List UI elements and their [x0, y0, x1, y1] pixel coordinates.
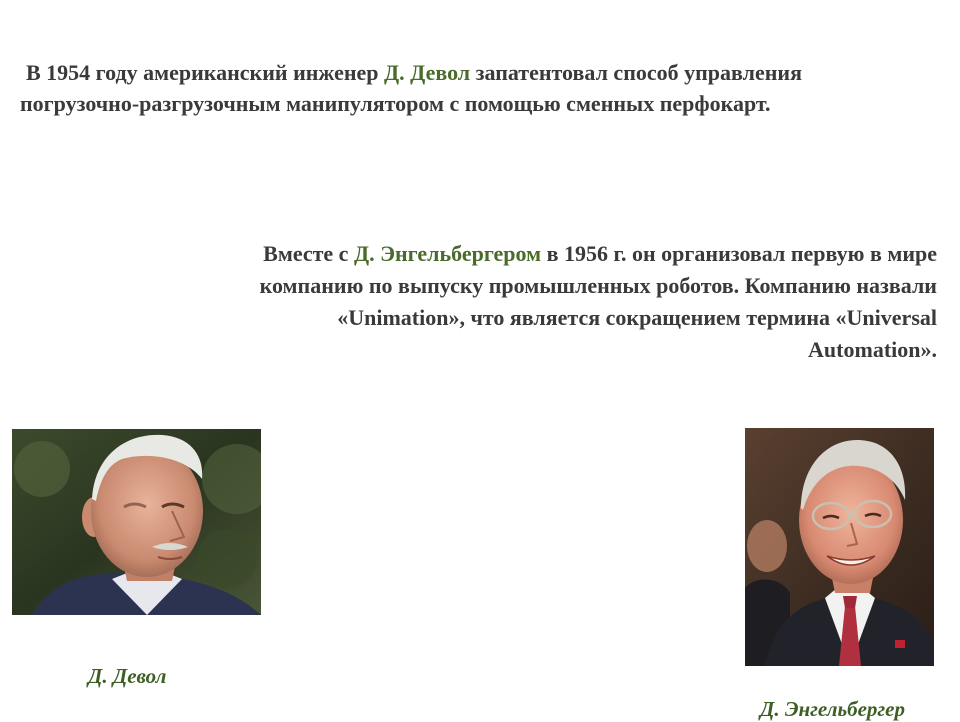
paragraph2-text-before: Вместе с	[263, 241, 354, 266]
photo-devol	[12, 429, 261, 615]
paragraph1-text-after: запатентовал способ управления погрузочно-разгрузочным манипулятором с помощью сменных перфокарт.	[20, 60, 802, 116]
paragraph-devol-patent	[20, 57, 810, 119]
engelberger-portrait-icon	[745, 428, 934, 666]
paragraph1-text-before: В 1954 году американский инженер	[26, 60, 385, 85]
devol-portrait-icon	[12, 429, 261, 615]
caption-engelberger: Д. Энгельбергер	[760, 697, 905, 721]
photo-engelberger	[745, 428, 934, 666]
paragraph2-text-after: в 1956 г. он организовал первую в мире компанию по выпуску промышленных роботов. Компанию назвали «Unimation», что является сокращением термина «Universal Automation».	[259, 241, 937, 362]
caption-devol: Д. Девол	[88, 664, 167, 688]
paragraph2-name-engelberger: Д. Энгельбергером	[353, 241, 542, 266]
paragraph1-name-devol: Д. Девол	[384, 60, 471, 85]
paragraph-unimation	[247, 238, 937, 366]
